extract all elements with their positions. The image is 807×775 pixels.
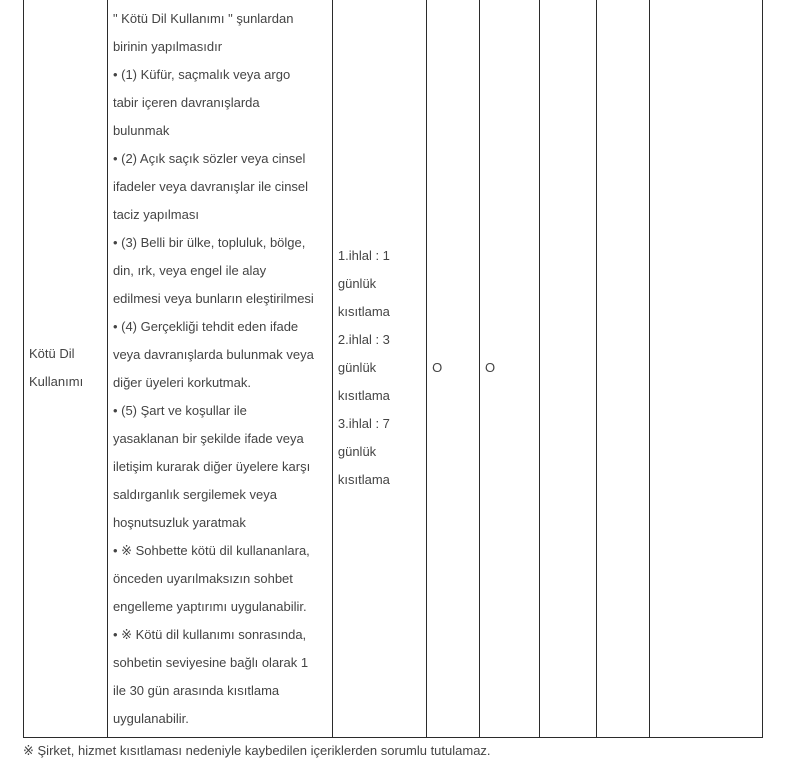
penalty-line: kısıtlama bbox=[337, 304, 390, 320]
penalty-line: günlük bbox=[337, 444, 377, 460]
description-line: yasaklanan bir şekilde ifade veya bbox=[112, 431, 304, 447]
empty-cell-1 bbox=[540, 0, 597, 737]
empty-cell-3 bbox=[650, 0, 763, 737]
description-line: • (1) Küfür, saçmalık veya argo bbox=[112, 67, 291, 83]
description-line: engelleme yaptırımı uygulanabilir. bbox=[112, 599, 307, 615]
empty-cell-2 bbox=[597, 0, 650, 737]
penalty-line: günlük bbox=[337, 276, 377, 292]
mark-cell-1: O bbox=[427, 0, 480, 737]
penalty-line: 3.ihlal : 7 bbox=[337, 416, 390, 432]
violation-type-cell bbox=[24, 0, 108, 737]
description-line: diğer üyeleri korkutmak. bbox=[112, 375, 251, 391]
description-line: • (2) Açık saçık sözler veya cinsel bbox=[112, 151, 306, 167]
description-cell bbox=[107, 0, 332, 737]
description-line: hoşnutsuzluk yaratmak bbox=[112, 515, 246, 531]
penalty-cell bbox=[332, 0, 426, 737]
penalty-line: 1.ihlal : 1 bbox=[337, 248, 390, 264]
description-line: • (4) Gerçekliği tehdit eden ifade bbox=[112, 319, 299, 335]
penalty-line: günlük bbox=[337, 360, 377, 376]
description-line: • (5) Şart ve koşullar ile bbox=[112, 403, 247, 419]
description-line: tabir içeren davranışlarda bbox=[112, 95, 260, 111]
description-lines bbox=[113, 5, 327, 733]
policy-table bbox=[23, 0, 763, 738]
footnote: ※ Şirket, hizmet kısıtlaması nedeniyle kaybedilen içeriklerden sorumlu tutulamaz. bbox=[23, 743, 491, 758]
description-line: taciz yapılması bbox=[112, 207, 199, 223]
description-line: • (3) Belli bir ülke, topluluk, bölge, bbox=[112, 235, 306, 251]
description-line: • ※ Sohbette kötü dil kullananlara, bbox=[112, 543, 310, 559]
description-line: saldırganlık sergilemek veya bbox=[112, 487, 277, 503]
penalty-line: kısıtlama bbox=[337, 472, 390, 488]
description-line: edilmesi veya bunların eleştirilmesi bbox=[112, 291, 314, 307]
table-row bbox=[24, 0, 763, 737]
penalty-line: kısıtlama bbox=[337, 388, 390, 404]
description-line: iletişim kurarak diğer üyelere karşı bbox=[112, 459, 311, 475]
description-line: " Kötü Dil Kullanımı " şunlardan bbox=[112, 11, 294, 27]
description-line: önceden uyarılmaksızın sohbet bbox=[112, 571, 293, 587]
description-line: din, ırk, veya engel ile alay bbox=[112, 263, 267, 279]
description-line: veya davranışlarda bulunmak veya bbox=[112, 347, 314, 363]
penalty-lines bbox=[338, 242, 421, 494]
violation-type-line: Kullanımı bbox=[29, 374, 84, 390]
description-line: bulunmak bbox=[112, 123, 170, 139]
mark-cell-2: O bbox=[480, 0, 540, 737]
description-line: ifadeler veya davranışlar ile cinsel bbox=[112, 179, 309, 195]
description-line: uygulanabilir. bbox=[112, 711, 189, 727]
description-line: sohbetin seviyesine bağlı olarak 1 bbox=[112, 655, 309, 671]
description-line: • ※ Kötü dil kullanımı sonrasında, bbox=[112, 627, 307, 643]
penalty-line: 2.ihlal : 3 bbox=[337, 332, 390, 348]
description-line: birinin yapılmasıdır bbox=[112, 39, 223, 55]
description-line: ile 30 gün arasında kısıtlama bbox=[112, 683, 280, 699]
violation-type-line: Kötü Dil bbox=[29, 346, 75, 362]
